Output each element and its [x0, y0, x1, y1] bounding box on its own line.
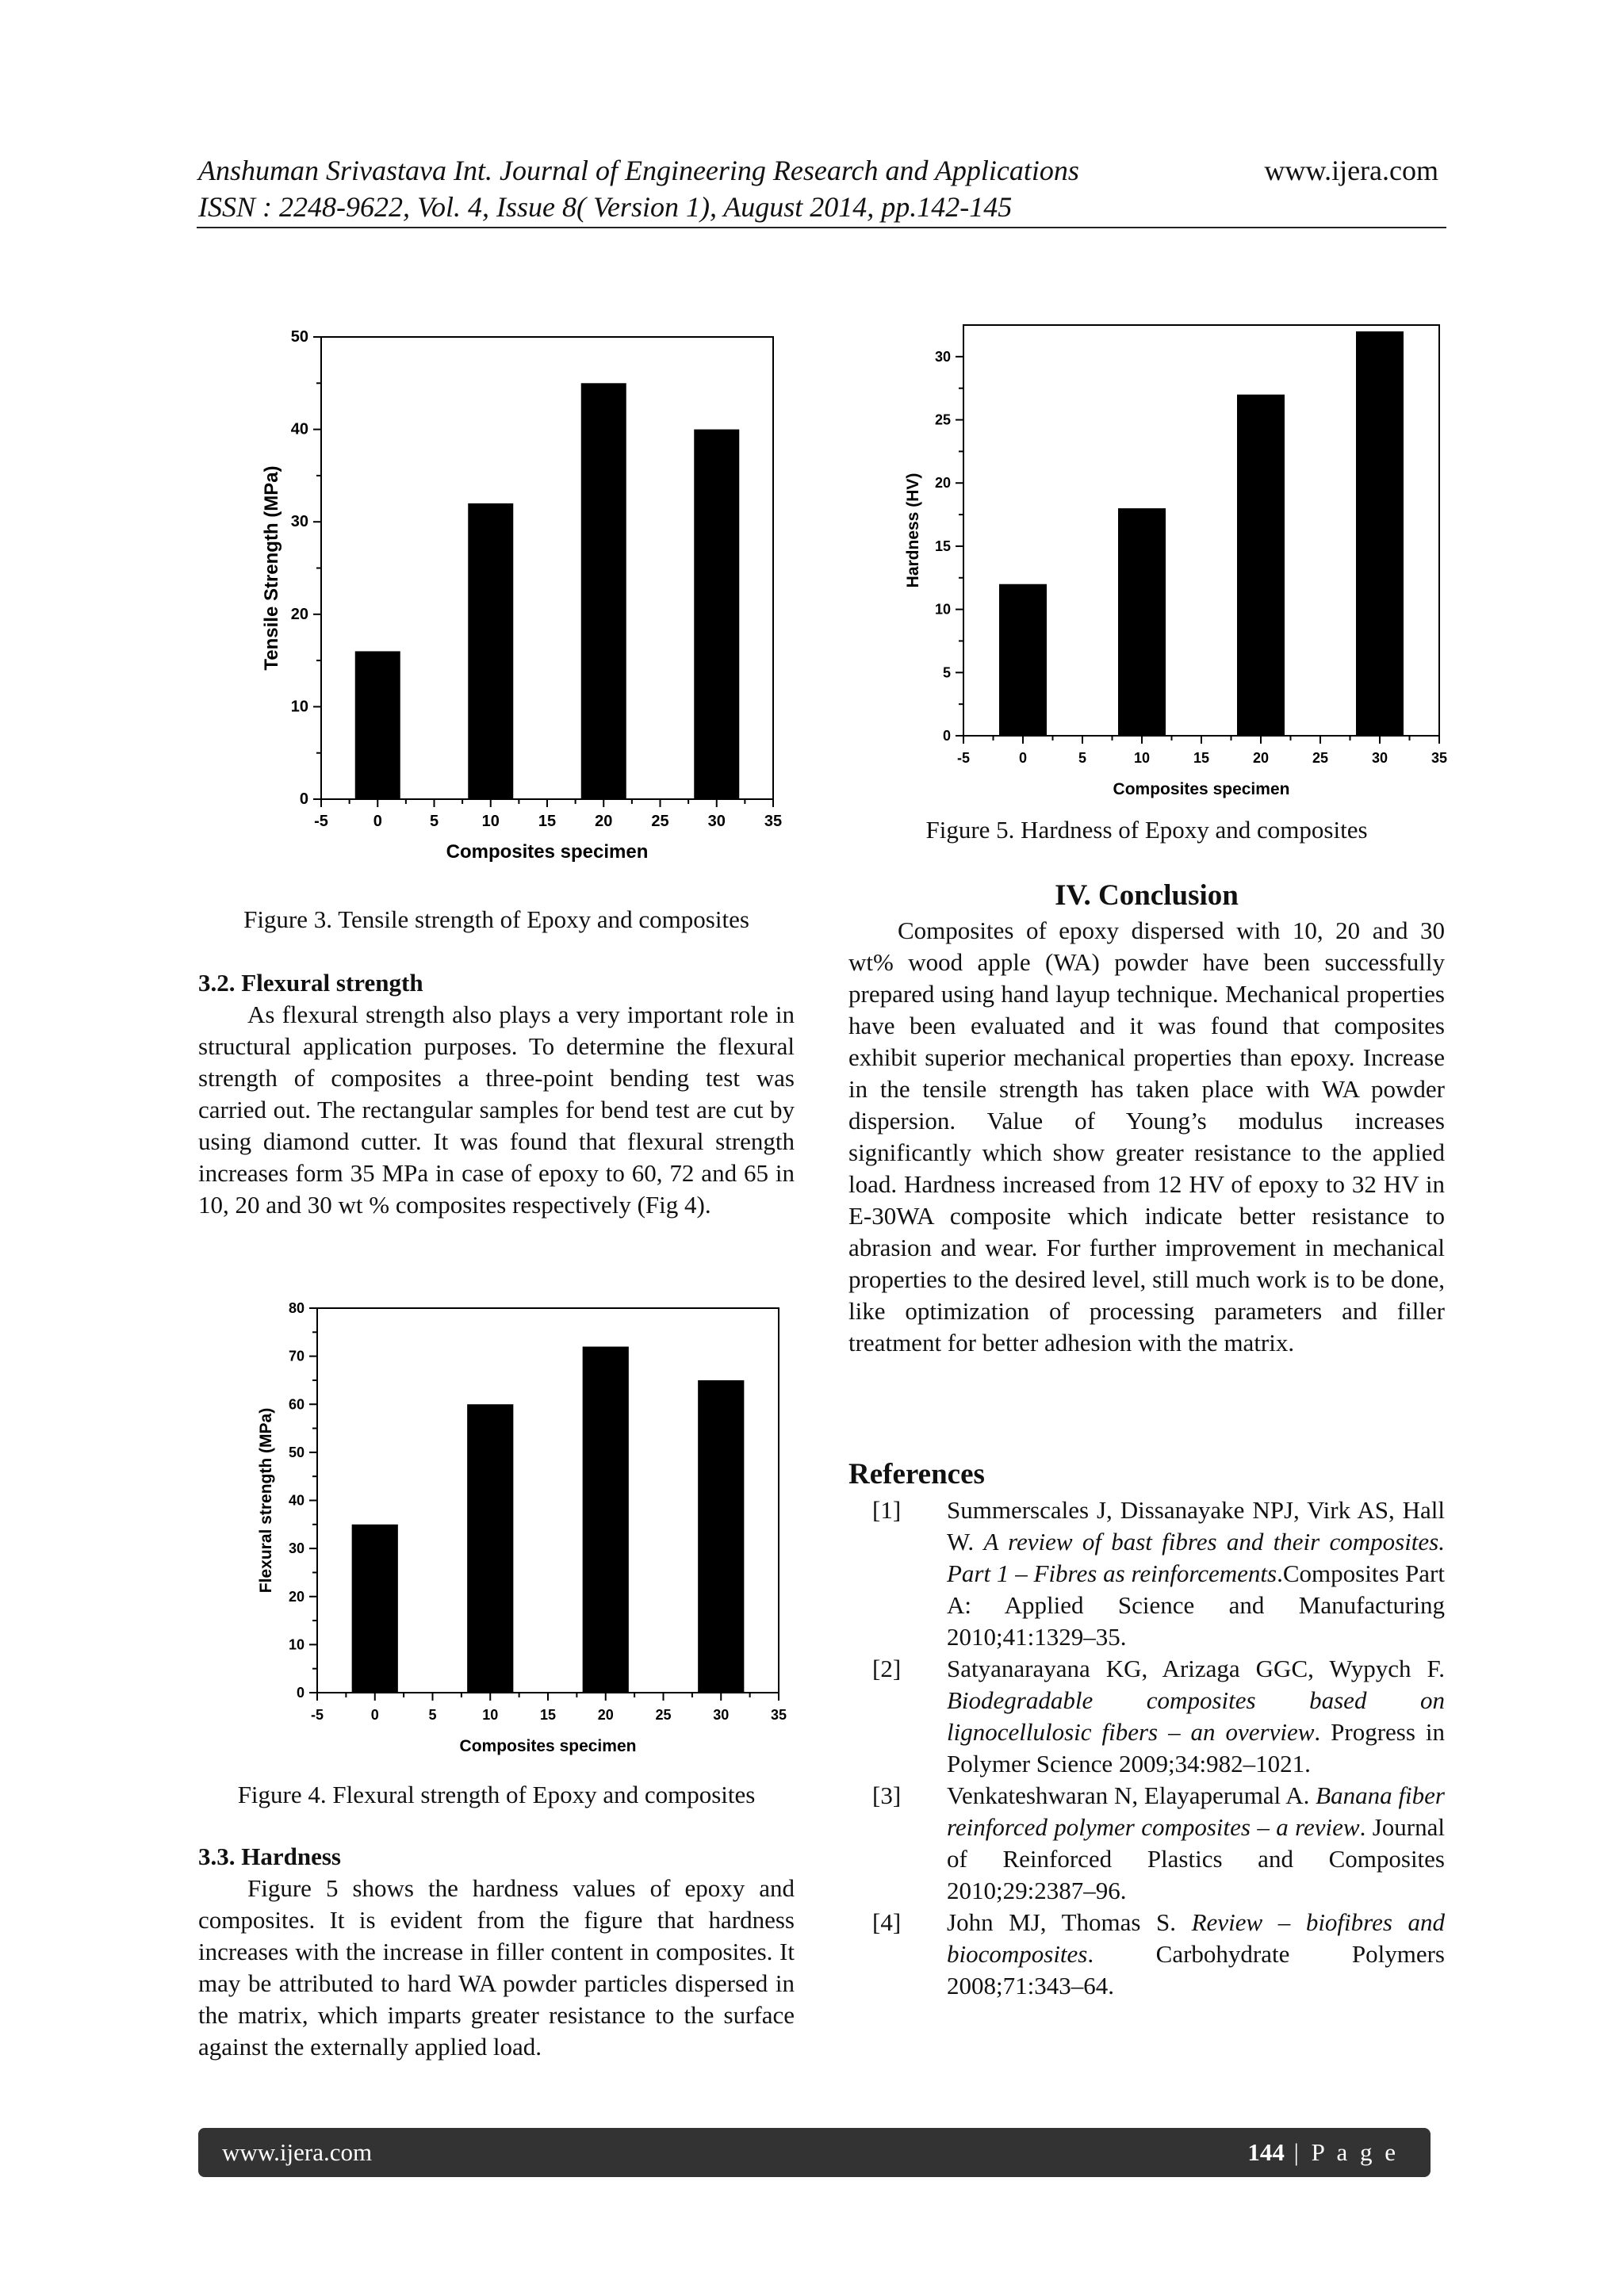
conclusion-heading: IV. Conclusion: [1055, 879, 1239, 912]
figure-4-caption: Figure 4. Flexural strength of Epoxy and composites: [237, 1781, 756, 1808]
y-tick-label: 20: [288, 1588, 304, 1605]
y-tick-label: 0: [296, 1685, 304, 1701]
x-axis-label: Composites specimen: [446, 841, 649, 863]
y-tick-label: 40: [290, 420, 308, 438]
y-tick-label: 20: [934, 475, 951, 492]
y-tick-label: 30: [288, 1540, 304, 1557]
y-tick-label: 70: [288, 1348, 304, 1364]
y-tick-label: 30: [934, 348, 951, 365]
reference-number: [1]: [872, 1496, 902, 1524]
bar: [581, 383, 626, 799]
page-number-value: 144: [1247, 2138, 1285, 2166]
flexural-heading: 3.2. Flexural strength: [198, 969, 423, 997]
footer-url[interactable]: www.ijera.com: [222, 2138, 373, 2166]
hardness-body: Figure 5 shows the hardness values of epoxy and composites. It is evident from the figure that hardness increases with the increase in filler content in composites. It may be attributed to hard WA powder particles dispersed in the matrix, which imparts greater resistance to the surface against the externally applied load.: [198, 1874, 795, 2061]
x-tick-label: 15: [538, 813, 557, 830]
hardness-section: [198, 1841, 795, 2063]
reference-authors: Venkateshwaran N, Elayaperumal A.: [947, 1781, 1316, 1809]
reference-item: [848, 1907, 1445, 2002]
hardness-heading: 3.3. Hardness: [198, 1843, 341, 1870]
x-tick-label: 25: [1312, 750, 1329, 766]
x-tick-label: 35: [764, 813, 783, 830]
x-tick-label: 25: [651, 813, 669, 830]
x-tick-label: 30: [713, 1707, 730, 1723]
x-tick-label: 10: [1133, 750, 1151, 766]
x-tick-label: 5: [428, 1707, 437, 1723]
bar: [1356, 331, 1404, 736]
reference-source: . Carbohydrate Polymers 2008;71:343–64.: [947, 1940, 1445, 1999]
x-axis-label: Composites specimen: [1113, 780, 1290, 798]
bar: [999, 584, 1047, 736]
reference-source: . Journal of Reinforced Plastics and Composites 2010;29:2387–96.: [947, 1813, 1445, 1904]
reference-title: Review – biofibres and biocomposites: [947, 1908, 1445, 1968]
y-tick-label: 0: [299, 790, 308, 808]
reference-authors: Summerscales J, Dissanayake NPJ, Virk AS, Hall W.: [947, 1496, 1445, 1556]
reference-title: Banana fiber reinforced polymer composites – a review: [947, 1781, 1445, 1841]
page-number-suffix: | P a g e: [1284, 2138, 1399, 2166]
reference-title: Biodegradable composites based on lignocellulosic fibers – an overview: [947, 1686, 1445, 1746]
reference-authors: John MJ, Thomas S.: [947, 1908, 1192, 1936]
journal-line: Anshuman Srivastava Int. Journal of Engineering Research and Applications: [198, 155, 1079, 186]
x-tick-label: 10: [481, 813, 500, 830]
bar: [694, 430, 739, 799]
reference-number: [3]: [872, 1781, 902, 1809]
bar: [1118, 508, 1166, 736]
reference-authors: Satyanarayana KG, Arizaga GGC, Wypych F.: [947, 1655, 1445, 1682]
y-tick-label: 50: [288, 1444, 304, 1460]
y-tick-label: 40: [288, 1492, 304, 1509]
reference-item: [848, 1653, 1445, 1780]
header-divider: [197, 227, 1446, 228]
x-tick-label: -5: [314, 813, 328, 830]
references-heading: References: [848, 1458, 985, 1490]
x-tick-label: -5: [310, 1707, 324, 1723]
y-tick-label: 10: [934, 601, 951, 618]
x-tick-label: 20: [595, 813, 613, 830]
x-tick-label: -5: [956, 750, 971, 766]
y-tick-label: 60: [288, 1396, 304, 1413]
y-tick-label: 50: [290, 328, 308, 346]
x-tick-label: 20: [1252, 750, 1270, 766]
figure-5-caption: Figure 5. Hardness of Epoxy and composites: [925, 816, 1368, 844]
x-tick-label: 20: [597, 1707, 614, 1723]
conclusion-section: [848, 915, 1445, 1359]
conclusion-body: Composites of epoxy dispersed with 10, 20 and 30 wt% wood apple (WA) powder have been successfully prepared using hand layup technique. Mechanical properties have been evaluated and it was found that composites exhibit superior mechanical properties than epoxy. Increase in the tensile strength has taken place with WA powder dispersion. Value of Young’s modulus increases significantly which show greater resistance to the applied load. Hardness increased from 12 HV of epoxy to 32 HV in E-30WA composite which indicate better resistance to abrasion and wear. For further improvement in mechanical properties to the desired level, still much work is to be done, like optimization of processing parameters and filler treatment for better adhesion with the matrix.: [848, 916, 1445, 1357]
page-footer: [198, 2128, 1431, 2177]
x-tick-label: 15: [1193, 750, 1210, 766]
x-tick-label: 10: [482, 1707, 499, 1723]
flexural-body: As flexural strength also plays a very important role in structural application purposes. To determine the flexural strength of composites a three-point bending test was carried out. The rectangular samples for bend test are cut by using diamond cutter. It was found that flexural strength increases form 35 MPa in case of epoxy to 60, 72 and 65 in 10, 20 and 30 wt % composites respectively (Fig 4).: [198, 1001, 795, 1219]
references-list: [848, 1494, 1445, 2002]
issn-line: ISSN : 2248-9622, Vol. 4, Issue 8( Version 1), August 2014, pp.142-145: [198, 191, 1013, 223]
bar: [355, 651, 400, 799]
x-axis-label: Composites specimen: [459, 1737, 637, 1755]
y-tick-label: 10: [290, 698, 308, 716]
x-tick-label: 15: [539, 1707, 557, 1723]
running-header: [198, 152, 1443, 225]
y-axis-label: Tensile Strength (MPa): [261, 465, 282, 671]
reference-number: [2]: [872, 1655, 902, 1682]
y-tick-label: 0: [942, 728, 951, 744]
reference-title: A review of bast fibres and their composites. Part 1 – Fibres as reinforcements: [947, 1528, 1445, 1587]
x-tick-label: 25: [655, 1707, 672, 1723]
flexural-strength-chart: [254, 1292, 801, 1760]
tensile-strength-chart: [254, 317, 801, 880]
reference-source: . Progress in Polymer Science 2009;34:982–1021.: [947, 1718, 1446, 1777]
x-tick-label: 35: [770, 1707, 787, 1723]
flexural-section: [198, 967, 795, 1221]
y-tick-label: 10: [288, 1636, 304, 1653]
y-axis-label: Flexural strength (MPa): [257, 1407, 275, 1594]
y-tick-label: 5: [942, 664, 951, 681]
x-tick-label: 5: [429, 813, 439, 830]
reference-item: [848, 1494, 1445, 1653]
y-tick-label: 25: [934, 411, 951, 428]
x-tick-label: 5: [1078, 750, 1087, 766]
bar: [1237, 395, 1285, 736]
bar: [467, 1404, 513, 1693]
x-tick-label: 0: [1018, 750, 1028, 766]
bar: [352, 1525, 398, 1693]
hardness-chart: [896, 317, 1455, 809]
bar: [698, 1380, 744, 1693]
y-tick-label: 30: [290, 513, 308, 531]
x-tick-label: 0: [373, 813, 382, 830]
x-tick-label: 30: [707, 813, 726, 830]
header-url[interactable]: www.ijera.com: [1264, 155, 1438, 186]
x-tick-label: 0: [370, 1707, 379, 1723]
y-tick-label: 80: [288, 1300, 304, 1316]
x-tick-label: 35: [1431, 750, 1448, 766]
y-tick-label: 20: [290, 605, 308, 623]
bar: [468, 503, 513, 799]
page-number: [1247, 2128, 1399, 2177]
y-tick-label: 15: [934, 538, 951, 554]
y-axis-label: Hardness (HV): [904, 473, 922, 588]
reference-number: [4]: [872, 1908, 902, 1936]
reference-item: [848, 1780, 1445, 1907]
figure-3-caption: Figure 3. Tensile strength of Epoxy and composites: [243, 905, 749, 933]
x-tick-label: 30: [1371, 750, 1388, 766]
reference-source: .Composites Part A: Applied Science and Manufacturing 2010;41:1329–35.: [947, 1559, 1445, 1651]
bar: [583, 1347, 629, 1693]
